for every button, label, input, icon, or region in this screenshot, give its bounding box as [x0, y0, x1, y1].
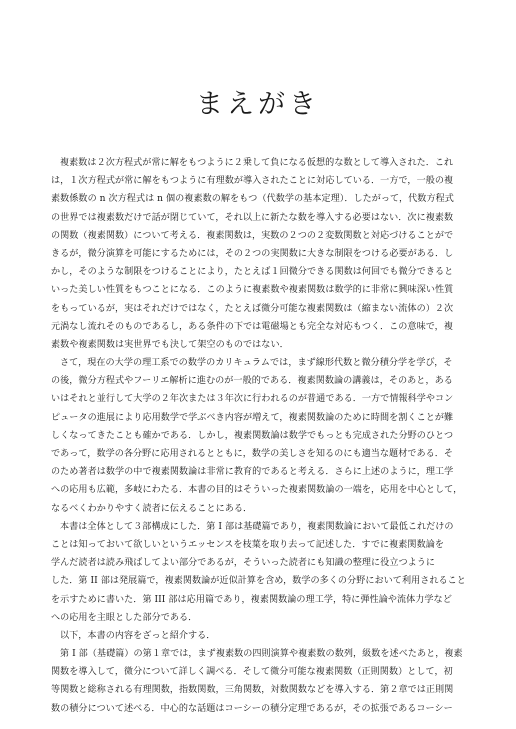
text-line: 以下，本書の内容をざっと紹介する． — [60, 630, 216, 641]
text-line: をもっているが，実はそれだけではなく，たとえば微分可能な複素関数は（縮まない流体の）２次 — [51, 303, 454, 314]
text-line: 等関数と総称される有理関数，指数関数，三角関数，対数関数などを導入する．第２章では正則関 — [51, 685, 454, 696]
text-line: の関数（複素関数）について考える．複素関数は，実数の２つの２変数関数と対応づけることがで — [51, 230, 454, 241]
text-line: 複素数は２次方程式が常に解をもつように２乗して負になる仮想的な数として導入された．これ — [60, 158, 454, 168]
paragraph — [51, 154, 491, 354]
text-line: のため著者は数学の中で複素関数論は非常に教育的であると考える．さらに上述のように，理工学 — [51, 467, 454, 478]
text-line: 関数を導入して，微分について詳しく調べる．そして微分可能な複素関数（正則関数）として，初 — [51, 667, 453, 678]
text-line: きるが，微分演算を可能にするためには，その２つの実関数に大きな制限をつける必要がある．し — [51, 248, 454, 259]
text-line: 第 I 部（基礎篇）の第１章では，まず複素数の四則演算や複素数の数列，級数を述べたあと，複素 — [60, 649, 463, 660]
text-line: ピュータの進展により応用数学で学ぶべき内容が増えて，複素関数論のために時間を割くことが難 — [51, 412, 454, 423]
text-line: への応用も広範，多岐にわたる．本書の目的はそういった複素関数論の一端を，応用を中心として， — [51, 485, 463, 496]
text-line: いった美しい性質をもつことになる．このように複素数や複素関数は数学的に非常に興味深い性質 — [51, 285, 454, 296]
text-line: さて，現在の大学の理工系での数学のカリキュラムでは，まず線形代数と微分積分学を学び，そ — [60, 358, 453, 369]
text-line: の後，微分方程式やフーリエ解析に進むのが一般的である．複素関数論の講義は，そのあと，ある — [51, 376, 453, 387]
text-line: 学んだ読者は読み飛ばしてよい部分であるが，そういった読者にも知識の整理に役立つように — [51, 558, 436, 569]
text-line: の世界では複素数だけで話が閉じていて，それ以上に新たな数を導入する必要はない．次に複素数 — [51, 212, 454, 223]
text-line: しくなってきたことも確かである．しかし，複素関数論は数学でもっとも完成された分野のひとつ — [51, 430, 454, 441]
paragraph — [51, 627, 491, 645]
paragraph — [51, 354, 491, 518]
text-line: かし，そのような制限をつけることにより，たとえば１回微分できる関数は何回でも微分できると — [51, 267, 454, 278]
text-line: は，１次方程式が常に解をもつように有理数が導入されたことに対応している．一方で，一般の複 — [51, 176, 454, 187]
text-line: 素数や複素関数は実世界でも決して架空のものではない． — [51, 339, 289, 350]
text-line: への応用を主眼とした部分である． — [51, 612, 198, 623]
text-line: を示すために書いた．第 III 部は応用篇であり，複素関数論の理工学，特に弾性論や流体力学など — [51, 594, 452, 605]
body-text — [51, 154, 491, 718]
text-line: であって，数学の各分野に応用されるとともに，数学の美しさを知るのにも適当な題材である．そ — [51, 449, 454, 459]
text-line: 数の積分について述べる．中心的な話題はコーシーの積分定理であるが，その拡張であるコーシー — [51, 703, 453, 714]
paragraph — [51, 518, 491, 627]
text-line: なるべくわかりやすく読者に伝えることにある． — [51, 503, 253, 514]
text-line: ことは知っておいて欲しいというエッセンスを枝葉を取り去って記述した．すでに複素関数論を — [51, 539, 444, 550]
page-title: まえがき — [196, 89, 320, 120]
paragraph — [51, 645, 491, 718]
text-line: 本書は全体として３部構成にした．第 I 部は基礎篇であり，複素関数論において最低これだけの — [60, 521, 454, 532]
text-line: いはそれと並行して大学の２年次または３年次に行われるのが普通である．一方で情報科学やコン — [51, 394, 454, 405]
text-line: した．第 II 部は発展篇で，複素関数論が近似計算を含め，数学の多くの分野において利用されること — [51, 576, 466, 587]
text-line: 素数係数の n 次方程式は n 個の複素数の解をもつ（代数学の基本定理）．したがって，代数方程式 — [51, 194, 454, 205]
text-line: 元渦なし流れそのものであるし，ある条件の下では電磁場とも完全な対応もつく．この意味で，複 — [51, 321, 453, 332]
